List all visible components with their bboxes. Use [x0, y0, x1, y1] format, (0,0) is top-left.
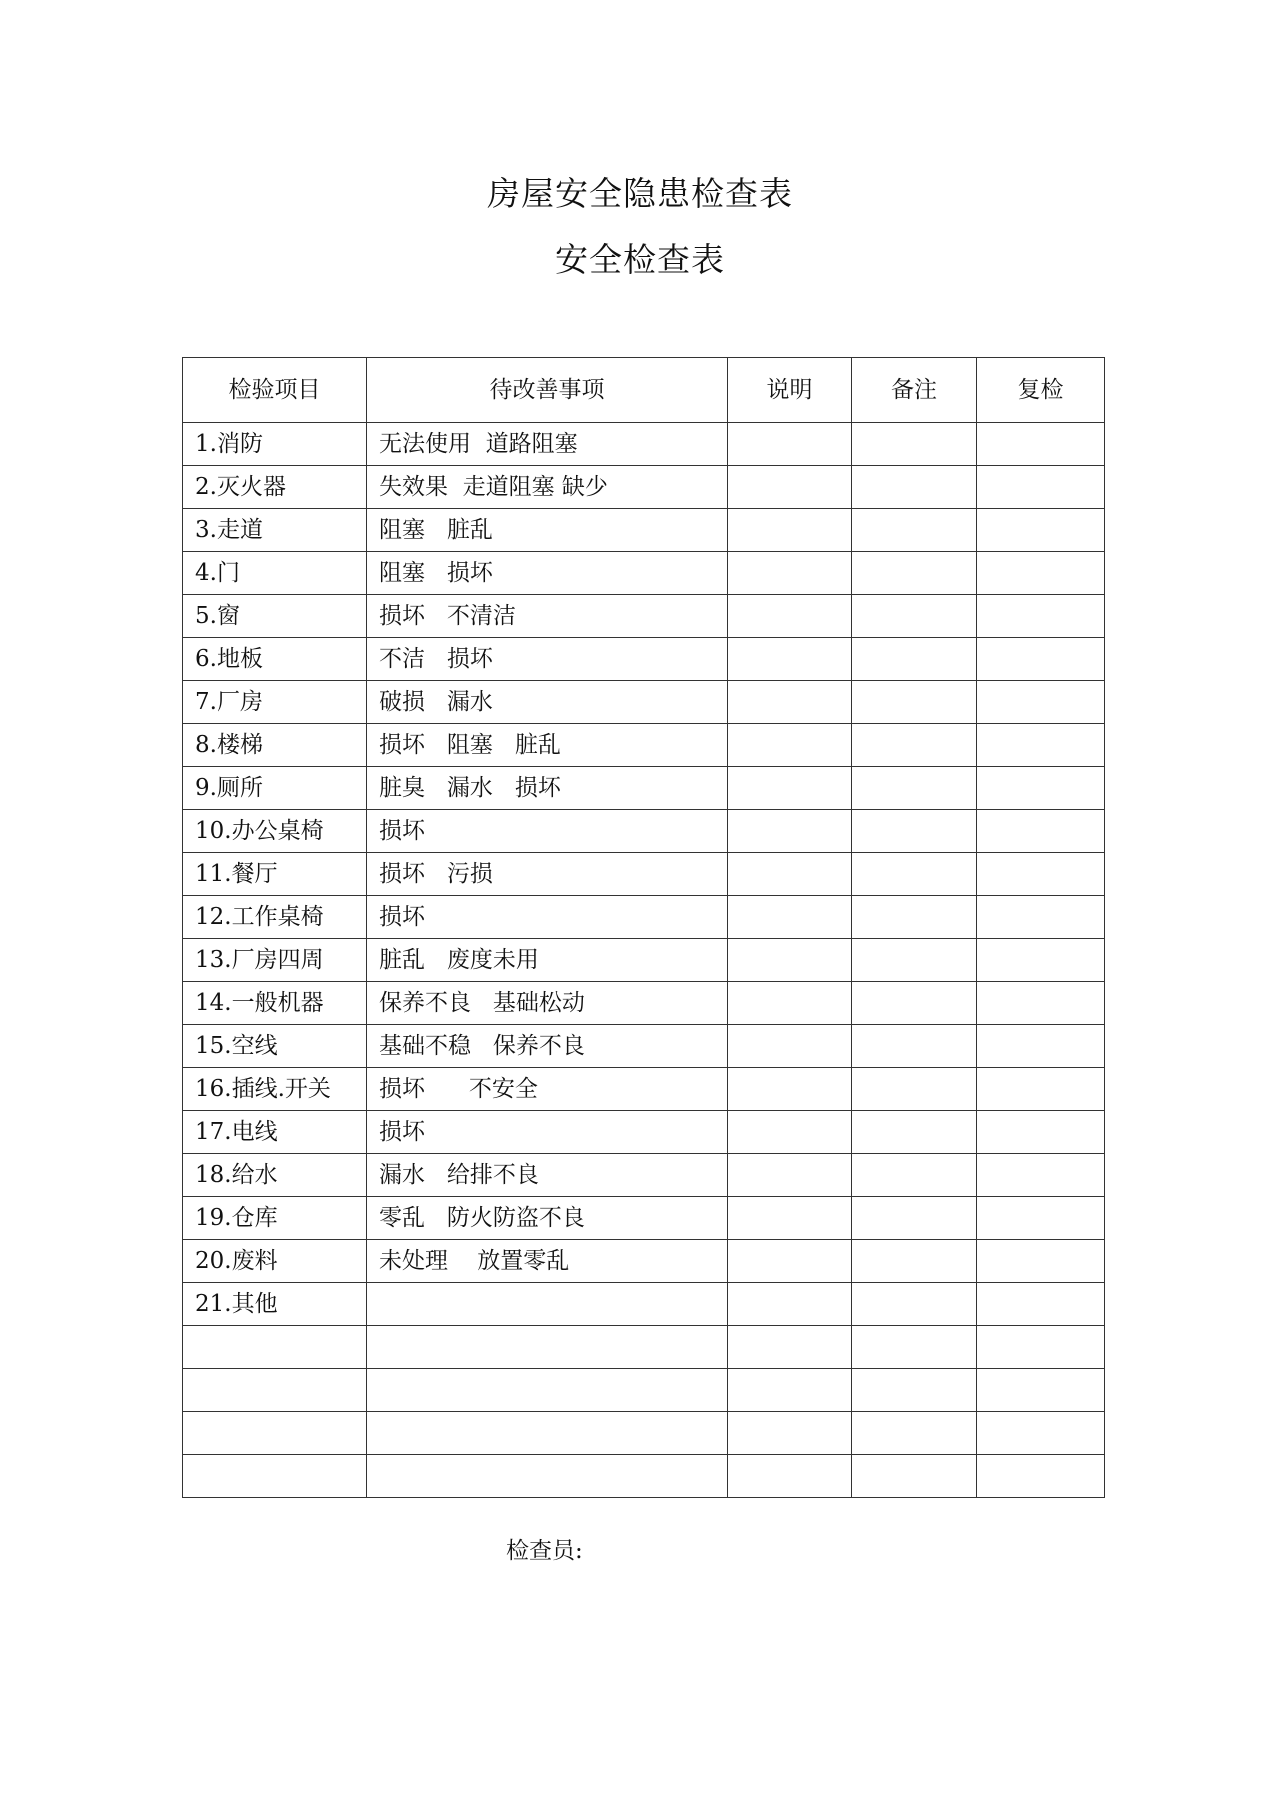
cell-improvement-items: 损坏 — [367, 1111, 728, 1154]
cell-description — [728, 1154, 852, 1197]
cell-improvement-items: 阻塞 损坏 — [367, 552, 728, 595]
cell-recheck — [977, 1025, 1105, 1068]
cell-recheck — [977, 552, 1105, 595]
cell-inspection-item: 9.厕所 — [183, 767, 367, 810]
cell-remarks — [852, 423, 977, 466]
cell-description — [728, 810, 852, 853]
inspector-label: 检查员: — [506, 1538, 583, 1564]
table-body — [183, 423, 1105, 1498]
cell-recheck — [977, 681, 1105, 724]
cell-improvement-items: 脏乱 废度未用 — [367, 939, 728, 982]
table-row — [183, 1369, 1105, 1412]
cell-inspection-item: 8.楼梯 — [183, 724, 367, 767]
cell-recheck — [977, 982, 1105, 1025]
header-inspection-item: 检验项目 — [183, 358, 367, 423]
table-row — [183, 896, 1105, 939]
cell-improvement-items: 损坏 不安全 — [367, 1068, 728, 1111]
table-row — [183, 1412, 1105, 1455]
inspection-table — [182, 357, 1105, 1498]
cell-improvement-items: 损坏 阻塞 脏乱 — [367, 724, 728, 767]
cell-improvement-items: 阻塞 脏乱 — [367, 509, 728, 552]
cell-description — [728, 853, 852, 896]
cell-remarks — [852, 896, 977, 939]
cell-recheck — [977, 1111, 1105, 1154]
cell-remarks — [852, 767, 977, 810]
header-recheck: 复检 — [977, 358, 1105, 423]
cell-improvement-items: 漏水 给排不良 — [367, 1154, 728, 1197]
table-row — [183, 423, 1105, 466]
cell-improvement-items: 损坏 污损 — [367, 853, 728, 896]
cell-improvement-items: 未处理 放置零乱 — [367, 1240, 728, 1283]
cell-improvement-items: 损坏 不清洁 — [367, 595, 728, 638]
cell-improvement-items: 损坏 — [367, 896, 728, 939]
cell-recheck — [977, 423, 1105, 466]
table-row — [183, 1068, 1105, 1111]
cell-inspection-item — [183, 1455, 367, 1498]
cell-recheck — [977, 1326, 1105, 1369]
cell-recheck — [977, 1283, 1105, 1326]
cell-remarks — [852, 1068, 977, 1111]
cell-inspection-item: 4.门 — [183, 552, 367, 595]
cell-remarks — [852, 638, 977, 681]
cell-description — [728, 1412, 852, 1455]
cell-inspection-item: 11.餐厅 — [183, 853, 367, 896]
cell-recheck — [977, 724, 1105, 767]
cell-remarks — [852, 595, 977, 638]
cell-improvement-items — [367, 1412, 728, 1455]
cell-improvement-items: 无法使用 道路阻塞 — [367, 423, 728, 466]
cell-description — [728, 1369, 852, 1412]
cell-inspection-item: 5.窗 — [183, 595, 367, 638]
table-row — [183, 810, 1105, 853]
cell-improvement-items: 失效果 走道阻塞 缺少 — [367, 466, 728, 509]
page-subtitle: 安全检查表 — [555, 240, 725, 279]
table-row — [183, 1025, 1105, 1068]
cell-description — [728, 1068, 852, 1111]
cell-recheck — [977, 896, 1105, 939]
cell-improvement-items: 保养不良 基础松动 — [367, 982, 728, 1025]
cell-inspection-item: 17.电线 — [183, 1111, 367, 1154]
cell-description — [728, 1240, 852, 1283]
cell-remarks — [852, 1412, 977, 1455]
cell-remarks — [852, 810, 977, 853]
cell-inspection-item: 18.给水 — [183, 1154, 367, 1197]
page-title: 房屋安全隐患检查表 — [487, 174, 793, 213]
cell-description — [728, 552, 852, 595]
header-description: 说明 — [728, 358, 852, 423]
cell-remarks — [852, 509, 977, 552]
cell-recheck — [977, 1369, 1105, 1412]
cell-inspection-item: 20.废料 — [183, 1240, 367, 1283]
cell-remarks — [852, 552, 977, 595]
cell-improvement-items: 基础不稳 保养不良 — [367, 1025, 728, 1068]
cell-description — [728, 466, 852, 509]
table-row — [183, 1197, 1105, 1240]
cell-remarks — [852, 1240, 977, 1283]
cell-inspection-item: 10.办公桌椅 — [183, 810, 367, 853]
cell-remarks — [852, 1369, 977, 1412]
table-row — [183, 1240, 1105, 1283]
table-row — [183, 509, 1105, 552]
cell-recheck — [977, 1412, 1105, 1455]
cell-remarks — [852, 1197, 977, 1240]
cell-recheck — [977, 939, 1105, 982]
table-row — [183, 853, 1105, 896]
table-row — [183, 767, 1105, 810]
cell-inspection-item: 13.厂房四周 — [183, 939, 367, 982]
table-row — [183, 466, 1105, 509]
table-row — [183, 681, 1105, 724]
cell-improvement-items — [367, 1369, 728, 1412]
cell-inspection-item: 12.工作桌椅 — [183, 896, 367, 939]
cell-inspection-item — [183, 1326, 367, 1369]
cell-remarks — [852, 724, 977, 767]
cell-remarks — [852, 466, 977, 509]
header-improvement-items: 待改善事项 — [367, 358, 728, 423]
cell-description — [728, 681, 852, 724]
cell-description — [728, 896, 852, 939]
table-row — [183, 724, 1105, 767]
cell-improvement-items: 脏臭 漏水 损坏 — [367, 767, 728, 810]
table-row — [183, 982, 1105, 1025]
cell-improvement-items: 零乱 防火防盗不良 — [367, 1197, 728, 1240]
cell-recheck — [977, 509, 1105, 552]
cell-inspection-item: 21.其他 — [183, 1283, 367, 1326]
cell-improvement-items: 不洁 损坏 — [367, 638, 728, 681]
cell-description — [728, 767, 852, 810]
cell-inspection-item — [183, 1412, 367, 1455]
cell-remarks — [852, 1154, 977, 1197]
cell-recheck — [977, 1240, 1105, 1283]
cell-remarks — [852, 1111, 977, 1154]
cell-recheck — [977, 810, 1105, 853]
cell-improvement-items: 破损 漏水 — [367, 681, 728, 724]
table-row — [183, 1455, 1105, 1498]
cell-inspection-item: 19.仓库 — [183, 1197, 367, 1240]
table-header-row — [183, 358, 1105, 423]
cell-inspection-item: 14.一般机器 — [183, 982, 367, 1025]
cell-description — [728, 423, 852, 466]
header-remarks: 备注 — [852, 358, 977, 423]
table-row — [183, 1154, 1105, 1197]
cell-inspection-item — [183, 1369, 367, 1412]
cell-inspection-item: 7.厂房 — [183, 681, 367, 724]
cell-improvement-items — [367, 1283, 728, 1326]
cell-description — [728, 1326, 852, 1369]
cell-inspection-item: 2.灭火器 — [183, 466, 367, 509]
cell-recheck — [977, 466, 1105, 509]
cell-recheck — [977, 853, 1105, 896]
cell-description — [728, 982, 852, 1025]
table-row — [183, 1111, 1105, 1154]
cell-description — [728, 1197, 852, 1240]
table-row — [183, 638, 1105, 681]
cell-improvement-items: 损坏 — [367, 810, 728, 853]
cell-remarks — [852, 1455, 977, 1498]
table-row — [183, 595, 1105, 638]
cell-remarks — [852, 1326, 977, 1369]
cell-description — [728, 638, 852, 681]
cell-recheck — [977, 595, 1105, 638]
cell-remarks — [852, 939, 977, 982]
cell-recheck — [977, 1154, 1105, 1197]
cell-remarks — [852, 982, 977, 1025]
cell-description — [728, 1455, 852, 1498]
cell-remarks — [852, 681, 977, 724]
cell-recheck — [977, 1068, 1105, 1111]
table-row — [183, 1326, 1105, 1369]
cell-remarks — [852, 853, 977, 896]
cell-description — [728, 595, 852, 638]
cell-description — [728, 509, 852, 552]
cell-description — [728, 1111, 852, 1154]
table-row — [183, 939, 1105, 982]
cell-description — [728, 939, 852, 982]
cell-inspection-item: 1.消防 — [183, 423, 367, 466]
cell-recheck — [977, 767, 1105, 810]
cell-improvement-items — [367, 1326, 728, 1369]
table-row — [183, 1283, 1105, 1326]
cell-description — [728, 1025, 852, 1068]
cell-inspection-item: 3.走道 — [183, 509, 367, 552]
cell-inspection-item: 16.插线.开关 — [183, 1068, 367, 1111]
cell-remarks — [852, 1025, 977, 1068]
table-row — [183, 552, 1105, 595]
cell-inspection-item: 6.地板 — [183, 638, 367, 681]
cell-recheck — [977, 638, 1105, 681]
cell-inspection-item: 15.空线 — [183, 1025, 367, 1068]
cell-improvement-items — [367, 1455, 728, 1498]
cell-recheck — [977, 1455, 1105, 1498]
cell-description — [728, 1283, 852, 1326]
cell-recheck — [977, 1197, 1105, 1240]
cell-description — [728, 724, 852, 767]
cell-remarks — [852, 1283, 977, 1326]
